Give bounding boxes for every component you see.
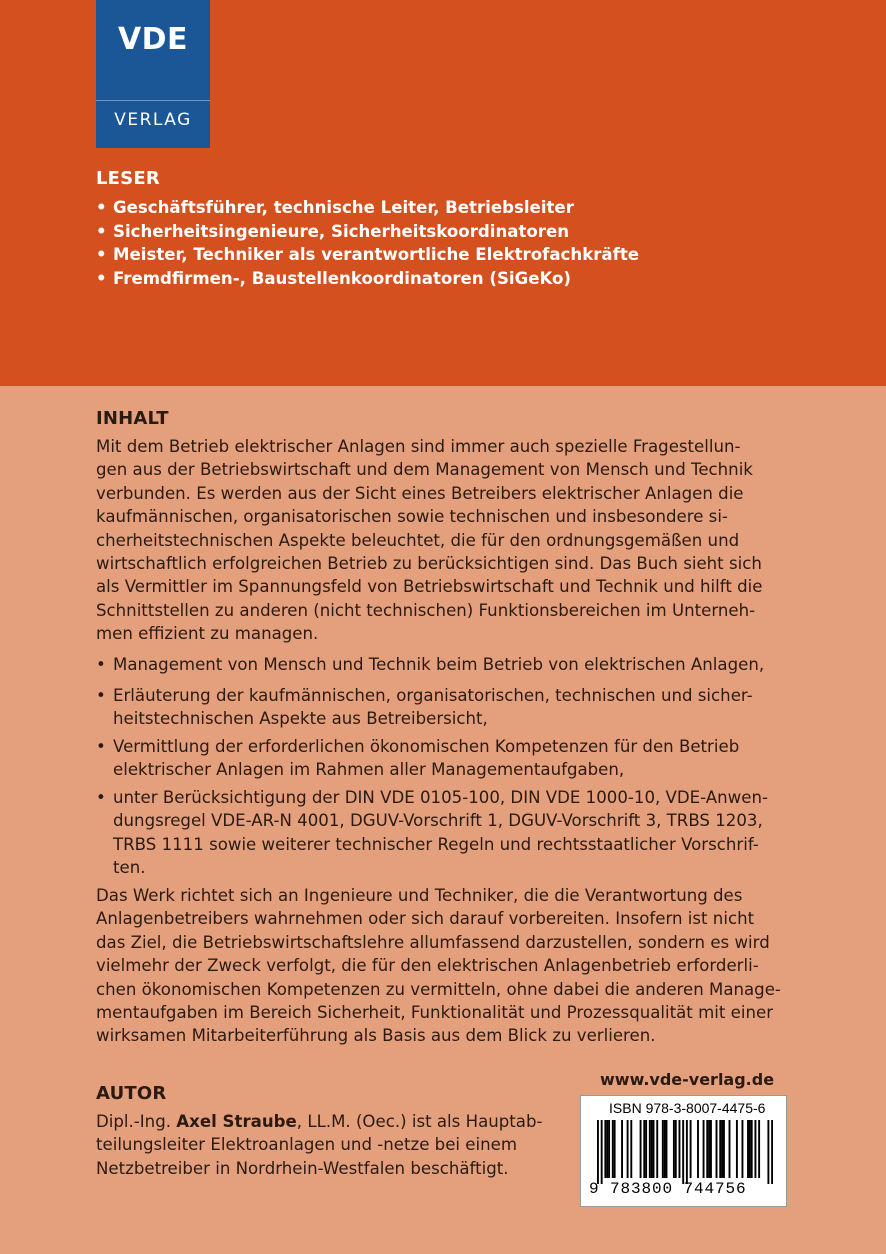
leser-heading: LESER <box>96 168 160 189</box>
barcode-bar <box>716 1120 718 1178</box>
barcode-bar <box>604 1120 606 1178</box>
isbn-label: ISBN 978-3-8007-4475-6 <box>609 1100 766 1116</box>
barcode-bar <box>749 1120 751 1178</box>
barcode-bar <box>767 1120 769 1184</box>
logo-divider <box>96 100 210 101</box>
leser-item: • Sicherheitsingenieure, Sicherheitskoordinatoren <box>96 221 570 241</box>
barcode-bar <box>708 1120 710 1178</box>
barcode-bar <box>736 1120 738 1178</box>
barcode-bar <box>612 1120 614 1178</box>
barcode-bar <box>682 1120 684 1184</box>
barcode-bar <box>627 1120 629 1178</box>
barcode-bar <box>742 1120 744 1178</box>
barcode-bar <box>729 1120 731 1178</box>
inhalt-intro: Mit dem Betrieb elektrischer Anlagen sind immer auch spezielle Fragestellun- gen aus der Betriebswirtschaft und dem Management von Mensch und Technik verbunden. Es werden aus der Sicht eines Betreibers elektrischer Anlagen die kaufmännischen, organisatorischen sowie technischen und insbesondere si- cherheitstechnischen Aspekte beleuchtet, die für den ordnungsgemäßen und wirtschaftlich erfolgreichen Betrieb zu berücksichtigen sind. Das Buch sieht sich als Vermittler im Spannungsfeld von Betriebswirtschaft und Technik und hilft die Schnittstellen zu anderen (nicht technischen) Funktionsbereichen im Unterneh- men effizient zu managen. <box>96 437 763 644</box>
barcode-bar <box>710 1120 712 1178</box>
vde-verlag-logo <box>96 0 210 148</box>
barcode-bar <box>723 1120 725 1178</box>
barcode-bar <box>653 1120 655 1178</box>
barcode-bar <box>719 1120 721 1178</box>
barcode-bar <box>601 1120 603 1184</box>
barcode-bar <box>706 1120 708 1178</box>
list-item: • Vermittlung der erforderlichen ökonomischen Kompetenzen für den Betrieb elektrischer Anlagen im Rahmen aller Managementaufgaben, <box>96 737 740 780</box>
barcode-bar <box>754 1120 756 1178</box>
barcode-bar <box>597 1120 599 1184</box>
barcode-bar <box>697 1120 699 1178</box>
autor-heading: AUTOR <box>96 1083 167 1104</box>
leser-list <box>96 196 856 290</box>
autor-text: Dipl.-Ing. Axel Straube, LL.M. (Oec.) ist als Hauptab- teilungsleiter Elektroanlagen und -netze bei einem Netzbetreiber in Nordrhein-Westfalen beschäftigt. <box>96 1112 543 1178</box>
leser-item: • Fremdfirmen-, Baustellenkoordinatoren (SiGeKo) <box>96 268 572 288</box>
barcode-bar <box>662 1120 664 1178</box>
inhalt-bullets <box>96 684 796 731</box>
barcode-bar <box>747 1120 749 1178</box>
author-name: Axel Straube <box>176 1112 297 1131</box>
list-item: • Management von Mensch und Technik beim Betrieb von elektrischen Anlagen, <box>96 655 765 674</box>
barcode-bar <box>675 1120 677 1178</box>
barcode-bar <box>664 1120 666 1178</box>
barcode-bar <box>645 1120 647 1178</box>
barcode-bar <box>751 1120 753 1178</box>
inhalt-bullets <box>96 735 796 782</box>
barcode-bar <box>703 1120 705 1178</box>
barcode-bar <box>690 1120 692 1178</box>
barcode-bar <box>614 1120 616 1178</box>
leser-item: • Geschäftsführer, technische Leiter, Betriebsleiter <box>96 198 574 217</box>
barcode-bar <box>686 1120 688 1184</box>
leser-item: • Meister, Techniker als verantwortliche Elektrofachkräfte <box>96 245 640 264</box>
barcode-bar <box>640 1120 642 1178</box>
list-item: • unter Berücksichtigung der DIN VDE 0105-100, DIN VDE 1000-10, VDE-Anwen- dungsregel VDE-AR-N 4001, DGUV-Vorschrift 1, DGUV-Vorschrift 3, TRBS 1203, TRBS 1111 sowie weiterer technischer Regeln und rechtsstaatlicher Vorschrif- ten. <box>96 788 768 878</box>
barcode-digits: 9 783800 744756 <box>589 1180 747 1198</box>
barcode-bar <box>666 1120 668 1178</box>
logo-sub: VERLAG <box>114 110 192 130</box>
barcode-bar <box>643 1120 645 1178</box>
barcode-bar <box>673 1120 675 1178</box>
logo-brand: VDE <box>117 22 189 57</box>
barcode-bar <box>721 1120 723 1178</box>
barcode-bar <box>679 1120 681 1178</box>
barcode-bar <box>771 1120 773 1184</box>
isbn-barcode <box>580 1095 787 1207</box>
barcode-bar <box>651 1120 653 1178</box>
barcode-bar <box>656 1120 658 1178</box>
barcode-bar <box>758 1120 760 1178</box>
website-url: www.vde-verlag.de <box>600 1070 775 1089</box>
barcode-bar <box>608 1120 610 1178</box>
barcode-bar <box>630 1120 632 1178</box>
barcode-bar <box>621 1120 623 1178</box>
barcode-bars <box>597 1120 773 1184</box>
barcode-bar <box>649 1120 651 1178</box>
inhalt-heading: INHALT <box>96 408 169 429</box>
inhalt-outro: Das Werk richtet sich an Ingenieure und Techniker, die die Verantwortung des Anlagenbetreibers wahrnehmen oder sich darauf vorbereiten. Insofern ist nicht das Ziel, die Betriebswirtschaftslehre allumfassend darzustellen, sondern es wird vielmehr der Zweck verfolgt, die für den elektrischen Anlagenbetrieb erforderli- chen ökonomischen Kompetenzen zu vermitteln, ohne dabei die anderen Manage- mentaufgaben im Bereich Sicherheit, Funktionalität und Prozessqualität mit einer wirksamen Mitarbeiterführung als Basis aus dem Blick zu verlieren. <box>96 886 781 1046</box>
barcode-bar <box>606 1120 608 1178</box>
inhalt-bullets <box>96 786 796 880</box>
inhalt-bullets <box>96 653 796 676</box>
list-item: • Erläuterung der kaufmännischen, organisatorischen, technischen und sicher- heitstechnischen Aspekte aus Betreibersicht, <box>96 686 753 729</box>
